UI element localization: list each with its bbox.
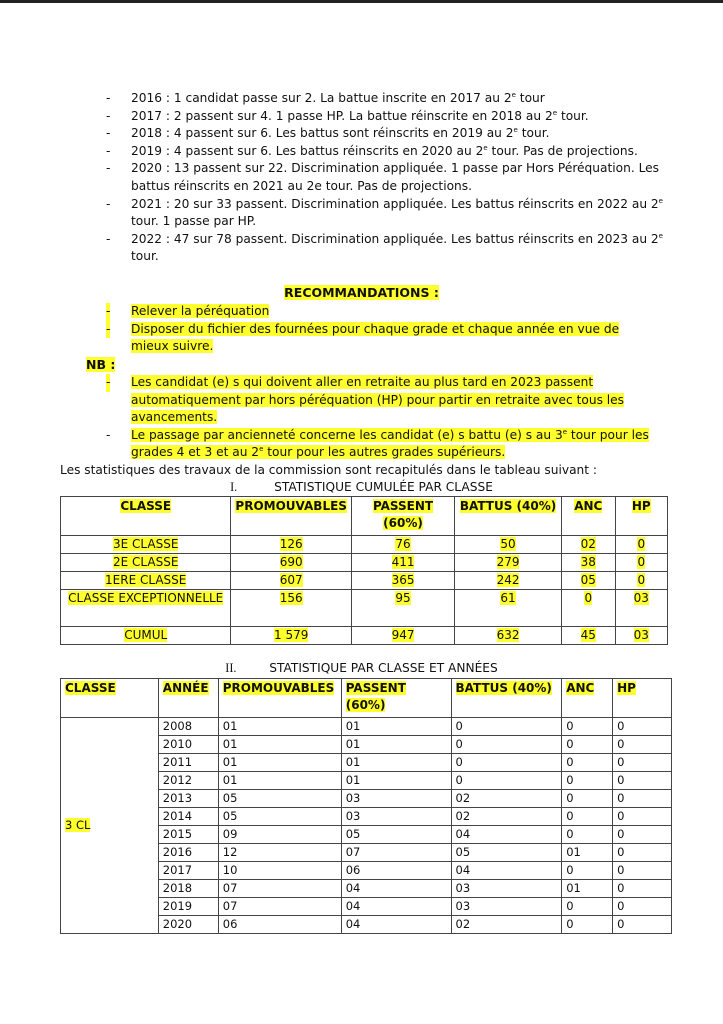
history-bullet-text: 2016 : 1 candidat passe sur 2. La battue inscrite en 2017 au 2e tour (131, 91, 545, 105)
nb-item-text: Les candidat (e) s qui doivent aller en retraite au plus tard en 2023 passent automatiquement par hors péréquation (HP) pour partir en retraite avec tous les avancements. (131, 375, 625, 425)
column-header-text: HP (631, 499, 651, 513)
cell-value: 1ERE CLASSE (105, 573, 187, 587)
table-cell: 0 (613, 754, 672, 772)
table-cell: 01 (341, 718, 451, 736)
table-cell (615, 590, 667, 627)
table-cell: 03 (451, 880, 562, 898)
table-cell: 05 (218, 790, 341, 808)
cell-value: 76 (395, 537, 411, 551)
table-cell: 2016 (158, 844, 218, 862)
table-cell: 0 (613, 808, 672, 826)
column-header-text: PROMOUVABLES (222, 681, 335, 695)
recommendation-text: Relever la péréquation (131, 304, 270, 318)
history-bullet-text: 2017 : 2 passent sur 4. 1 passe HP. La battue réinscrite en 2018 au 2e tour. (131, 108, 589, 123)
column-header-text: ANC (574, 499, 603, 513)
table2-title-text: STATISTIQUE PAR CLASSE ET ANNÉES (269, 661, 498, 675)
table-cell: 0 (613, 826, 672, 844)
table2-title (0, 661, 723, 676)
recommendation-item (106, 321, 651, 356)
table-row (61, 536, 668, 554)
column-header (61, 679, 159, 718)
table-cell: 0 (562, 754, 613, 772)
nb-item-text: Le passage par ancienneté concerne les candidat (e) s battu (e) s au 3e tour pour les grades 4 et 3 et au 2e tour pour les autres grades supérieurs. (131, 427, 649, 460)
table-cell (61, 554, 231, 572)
table-cell: 04 (341, 880, 451, 898)
column-header (615, 497, 667, 536)
table-cell: 04 (451, 862, 562, 880)
top-edge-bar (0, 0, 723, 3)
table-row (61, 627, 668, 645)
history-bullet-item (106, 160, 666, 195)
column-header (613, 679, 672, 718)
cell-value: 690 (279, 555, 303, 569)
table1-title (0, 480, 723, 495)
table-cell: 0 (451, 754, 562, 772)
history-bullet-item (106, 231, 666, 266)
table-row (61, 590, 668, 627)
table-cell: 0 (613, 916, 672, 934)
table-cell: 0 (562, 808, 613, 826)
history-bullet-text: 2018 : 4 passent sur 6. Les battus sont réinscrits en 2019 au 2e tour. (131, 126, 550, 141)
dash-bullet: - (106, 303, 110, 321)
table-cell: 0 (613, 844, 672, 862)
cell-value: 947 (391, 628, 415, 642)
cell-value: 607 (279, 573, 303, 587)
history-bullet-item (106, 196, 666, 231)
table-cell: 07 (218, 898, 341, 916)
column-header (61, 497, 231, 536)
table-cell (561, 572, 615, 590)
column-header (351, 497, 454, 536)
table-cell: 02 (451, 808, 562, 826)
cell-value: CUMUL (124, 628, 168, 642)
dash-bullet: - (106, 108, 111, 123)
history-bullet-text: 2020 : 13 passent sur 22. Discrimination appliquée. 1 passe par Hors Péréquation. Les battus réinscrits en 2021 au 2e tour. Pas de projections. (131, 161, 660, 193)
table-cell: 03 (451, 898, 562, 916)
table-cell: 2019 (158, 898, 218, 916)
table-cell: 04 (341, 916, 451, 934)
recommendations-list (106, 303, 651, 356)
table-cell: 2008 (158, 718, 218, 736)
table-cell (231, 572, 352, 590)
column-header (451, 679, 562, 718)
column-header (158, 679, 218, 718)
table-cell: 03 (341, 790, 451, 808)
recommendations-title-text: RECOMMANDATIONS : (284, 285, 439, 300)
table-cell (351, 536, 454, 554)
dash-bullet: - (106, 231, 111, 246)
nb-label (86, 357, 115, 372)
class-label: 3 CL (65, 818, 91, 832)
table-cell: 0 (562, 916, 613, 934)
table-cell (231, 627, 352, 645)
table-by-class-and-year (60, 678, 672, 934)
column-header (341, 679, 451, 718)
table-cell: 0 (451, 772, 562, 790)
cell-value: 0 (637, 537, 646, 551)
nb-item (106, 427, 651, 462)
table-cell: 04 (451, 826, 562, 844)
cell-value: 126 (279, 537, 303, 551)
column-header-text: CLASSE (120, 499, 172, 513)
class-cell (61, 718, 159, 934)
history-bullet-item (106, 90, 666, 108)
table-cell: 2011 (158, 754, 218, 772)
history-bullet-text: 2022 : 47 sur 78 passent. Discrimination appliquée. Les battus réinscrits en 2023 au 2e tour. (131, 231, 663, 264)
table-cell (455, 590, 562, 627)
table-cell: 05 (451, 844, 562, 862)
column-header-text: PASSENT (60%) (372, 499, 434, 530)
cell-value: 632 (496, 628, 520, 642)
recommendation-text: Disposer du fichier des fournées pour chaque grade et chaque année en vue de mieux suivre. (131, 321, 620, 354)
table-cell: 0 (562, 736, 613, 754)
column-header-text: BATTUS (40%) (455, 681, 552, 695)
dash-bullet: - (106, 374, 110, 392)
column-header-text: ANC (566, 681, 595, 695)
column-header-text: PROMOUVABLES (235, 499, 347, 513)
cell-value: 279 (496, 555, 520, 569)
cell-value: 242 (496, 573, 520, 587)
column-header (561, 497, 615, 536)
table-cell (351, 627, 454, 645)
table-cumulative-by-class (60, 496, 668, 645)
cell-value: 0 (637, 555, 646, 569)
table-cell (615, 572, 667, 590)
table-cell: 01 (218, 754, 341, 772)
table-cell (231, 554, 352, 572)
cell-value: 50 (500, 537, 516, 551)
table-cell (231, 590, 352, 627)
table-cell: 0 (613, 880, 672, 898)
table-cell: 01 (341, 754, 451, 772)
nb-list (106, 374, 651, 462)
table-cell (561, 590, 615, 627)
cell-value: 02 (580, 537, 596, 551)
table-cell: 2017 (158, 862, 218, 880)
table-cell: 0 (562, 862, 613, 880)
dash-bullet: - (106, 126, 111, 141)
table-cell (561, 536, 615, 554)
table-cell (61, 590, 231, 627)
table-cell: 01 (218, 718, 341, 736)
table-cell: 2015 (158, 826, 218, 844)
dash-bullet: - (106, 143, 111, 158)
cell-value: 45 (580, 628, 596, 642)
table-cell: 2018 (158, 880, 218, 898)
table-cell (351, 590, 454, 627)
column-header-text: CLASSE (65, 681, 116, 695)
cell-value: 2E CLASSE (113, 555, 179, 569)
table-cell: 0 (613, 736, 672, 754)
table-cell (615, 554, 667, 572)
recommendations-title (0, 285, 723, 300)
table1-number: I. (230, 480, 238, 494)
table-cell: 0 (613, 862, 672, 880)
table-cell: 04 (341, 898, 451, 916)
table-row (61, 572, 668, 590)
table-cell (455, 536, 562, 554)
table-row (61, 718, 672, 736)
dash-bullet: - (106, 321, 110, 339)
table-cell (455, 572, 562, 590)
column-header-text: HP (617, 681, 636, 695)
dash-bullet: - (106, 427, 111, 442)
table-cell (455, 554, 562, 572)
table-cell: 05 (218, 808, 341, 826)
table-cell (561, 627, 615, 645)
cell-value: 3E CLASSE (113, 537, 179, 551)
cell-value: 95 (395, 591, 411, 605)
column-header (562, 679, 613, 718)
table-cell: 0 (562, 790, 613, 808)
table-cell: 07 (218, 880, 341, 898)
cell-value: 365 (391, 573, 415, 587)
table-cell: 0 (451, 718, 562, 736)
table-cell: 0 (562, 898, 613, 916)
table-cell: 01 (218, 772, 341, 790)
intro-text: Les statistiques des travaux de la commission sont recapitulés dans le tableau suivant : (60, 463, 598, 477)
table-cell: 01 (341, 736, 451, 754)
column-header (231, 497, 352, 536)
table-cell (615, 627, 667, 645)
table-cell: 0 (613, 790, 672, 808)
table-cell: 0 (613, 718, 672, 736)
table-cell: 09 (218, 826, 341, 844)
table-cell: 12 (218, 844, 341, 862)
table-cell: 2010 (158, 736, 218, 754)
cell-value: 0 (584, 591, 593, 605)
table-cell: 2012 (158, 772, 218, 790)
nb-label-text: NB : (86, 357, 116, 372)
cell-value: CLASSE EXCEPTIONNELLE (68, 591, 224, 605)
column-header (218, 679, 341, 718)
recommendation-item (106, 303, 651, 321)
cell-value: 03 (633, 591, 649, 605)
table-cell: 03 (341, 808, 451, 826)
table2-header-row (61, 679, 672, 718)
cell-value: 156 (279, 591, 303, 605)
table-cell: 01 (218, 736, 341, 754)
table-cell: 0 (451, 736, 562, 754)
table-cell: 2013 (158, 790, 218, 808)
dash-bullet: - (106, 196, 111, 211)
table-cell: 02 (451, 916, 562, 934)
table-cell (561, 554, 615, 572)
table-cell: 07 (341, 844, 451, 862)
table-cell (455, 627, 562, 645)
cell-value: 411 (391, 555, 415, 569)
history-bullet-item (106, 108, 666, 126)
column-header-text: BATTUS (40%) (459, 499, 557, 513)
table-cell: 06 (218, 916, 341, 934)
table-cell: 05 (341, 826, 451, 844)
history-bullet-item (106, 143, 666, 161)
table-cell: 0 (562, 718, 613, 736)
table2-number: II. (225, 661, 237, 675)
history-bullet-item (106, 125, 666, 143)
cell-value: 61 (500, 591, 516, 605)
dash-bullet: - (106, 161, 111, 176)
table-cell (231, 536, 352, 554)
history-bullet-text: 2021 : 20 sur 33 passent. Discrimination appliquée. Les battus réinscrits en 2022 au 2e tour. 1 passe par HP. (131, 196, 663, 229)
table1-title-text: STATISTIQUE CUMULÉE PAR CLASSE (274, 480, 493, 494)
table-cell: 10 (218, 862, 341, 880)
table-cell (61, 536, 231, 554)
history-bullet-text: 2019 : 4 passent sur 6. Les battus réinscrits en 2020 au 2e tour. Pas de projections. (131, 143, 638, 158)
table-cell: 2014 (158, 808, 218, 826)
column-header (455, 497, 562, 536)
nb-item (106, 374, 651, 427)
table-cell: 0 (613, 898, 672, 916)
table-cell: 2020 (158, 916, 218, 934)
column-header-text: PASSENT (60%) (345, 681, 406, 712)
cell-value: 38 (580, 555, 596, 569)
table-cell: 01 (562, 844, 613, 862)
cell-value: 0 (637, 573, 646, 587)
table1-header-row (61, 497, 668, 536)
table-cell: 01 (562, 880, 613, 898)
table-cell: 02 (451, 790, 562, 808)
table-cell (615, 536, 667, 554)
table-cell (61, 627, 231, 645)
history-bullet-list (106, 90, 666, 266)
table-row (61, 554, 668, 572)
cell-value: 1 579 (274, 628, 309, 642)
table-cell: 06 (341, 862, 451, 880)
cell-value: 03 (633, 628, 649, 642)
table-cell (351, 572, 454, 590)
table-cell: 01 (341, 772, 451, 790)
table-cell (351, 554, 454, 572)
table-cell: 0 (562, 772, 613, 790)
table-cell (61, 572, 231, 590)
table-cell: 0 (613, 772, 672, 790)
dash-bullet: - (106, 91, 111, 105)
column-header-text: ANNÉE (162, 681, 209, 695)
cell-value: 05 (580, 573, 596, 587)
table-cell: 0 (562, 826, 613, 844)
